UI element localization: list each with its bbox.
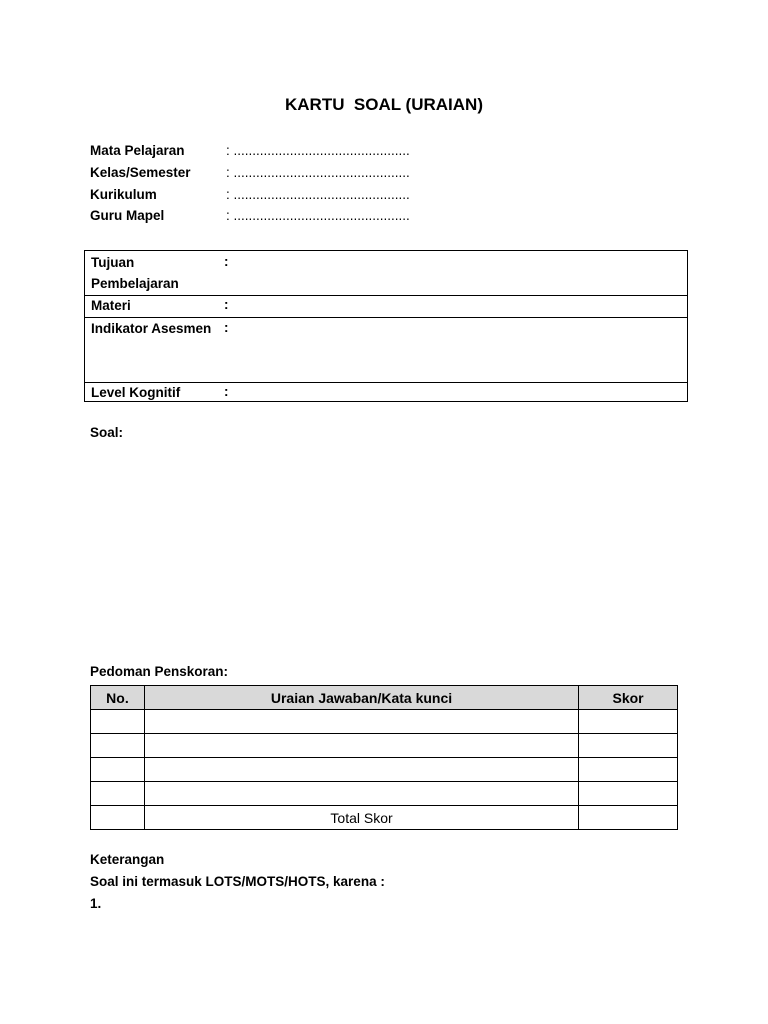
field-label: Kurikulum <box>90 187 157 202</box>
header-skor: Skor <box>579 686 678 710</box>
table-cell <box>91 758 145 782</box>
header-no: No. <box>91 686 145 710</box>
table-cell <box>91 710 145 734</box>
learning-info-box <box>84 250 688 402</box>
table-header-row <box>91 686 678 710</box>
table-cell <box>579 782 678 806</box>
field-label: Mata Pelajaran <box>90 143 185 158</box>
field-label: Kelas/Semester <box>90 165 191 180</box>
info-label-materi: Materi <box>91 298 131 313</box>
info-colon: : <box>224 384 229 399</box>
soal-label: Soal: <box>90 425 124 440</box>
table-cell <box>144 734 578 758</box>
table-cell <box>144 758 578 782</box>
info-colon: : <box>224 254 229 269</box>
table-row <box>91 782 678 806</box>
table-row <box>91 758 678 782</box>
document-title: KARTU SOAL (URAIAN) <box>284 95 483 114</box>
field-value: : ............................................... <box>226 208 410 223</box>
field-value: : ............................................... <box>226 165 410 180</box>
table-cell <box>579 710 678 734</box>
table-row <box>91 710 678 734</box>
info-colon: : <box>224 320 229 335</box>
table-cell <box>579 758 678 782</box>
score-table <box>90 685 678 830</box>
info-label-indikator: Indikator Asesmen <box>91 321 212 336</box>
table-cell <box>144 710 578 734</box>
keterangan-line: Soal ini termasuk LOTS/MOTS/HOTS, karena : <box>90 874 385 889</box>
header-uraian: Uraian Jawaban/Kata kunci <box>144 686 578 710</box>
table-cell <box>91 734 145 758</box>
pedoman-label: Pedoman Penskoran: <box>90 664 229 679</box>
info-label-tujuan: Tujuan Pembelajaran <box>91 255 179 291</box>
table-row <box>91 734 678 758</box>
table-cell <box>144 782 578 806</box>
table-cell <box>579 734 678 758</box>
divider <box>85 295 687 296</box>
total-score-label: Total Skor <box>144 806 578 830</box>
info-colon: : <box>224 297 229 312</box>
table-cell <box>91 806 145 830</box>
info-label-level: Level Kognitif <box>91 385 181 400</box>
table-cell <box>91 782 145 806</box>
keterangan-heading: Keterangan <box>90 852 165 867</box>
field-label: Guru Mapel <box>90 208 165 223</box>
field-value: : ............................................... <box>226 143 410 158</box>
table-cell <box>579 806 678 830</box>
keterangan-item: 1. <box>90 896 102 911</box>
field-value: : ............................................... <box>226 187 410 202</box>
total-row <box>91 806 678 830</box>
